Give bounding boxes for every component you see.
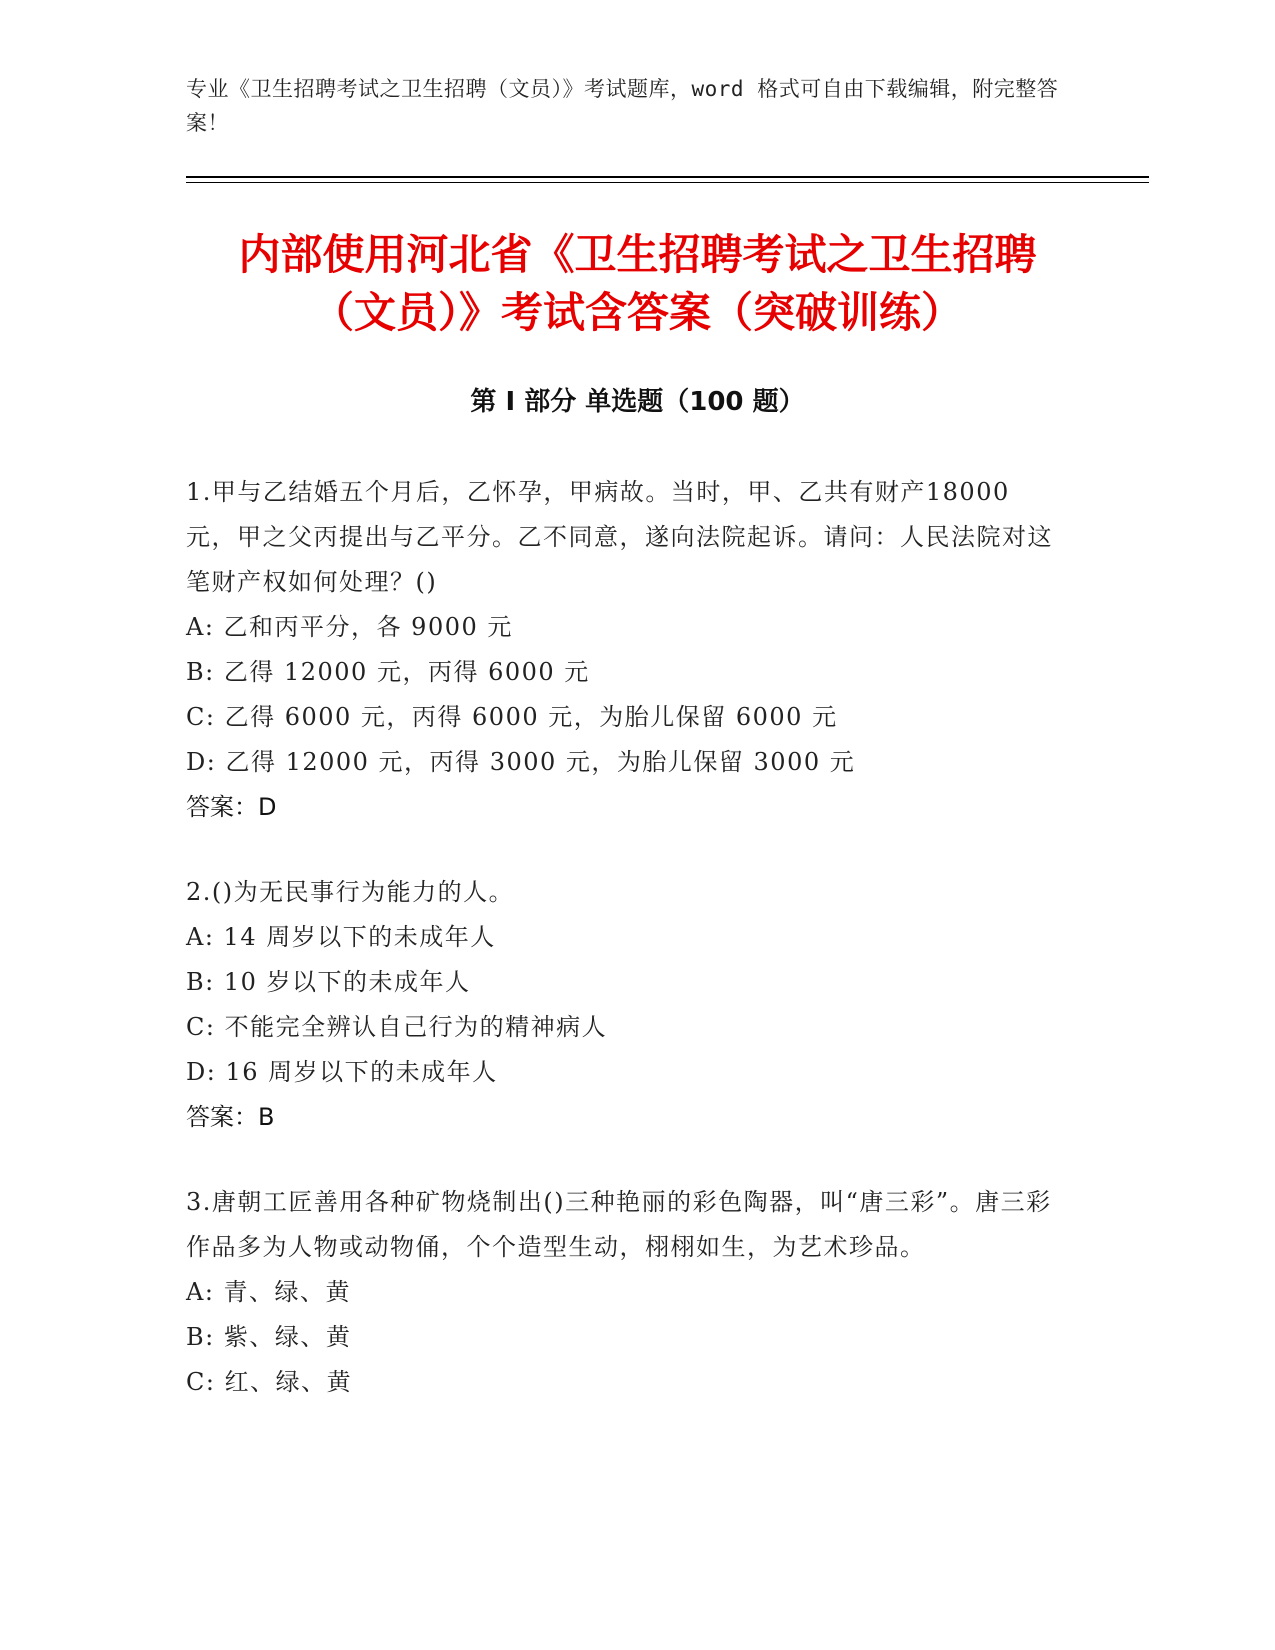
option-d: D: 乙得 12000 元，丙得 3000 元，为胎儿保留 3000 元 xyxy=(186,748,856,776)
option-d: D: 16 周岁以下的未成年人 xyxy=(186,1058,498,1086)
option-c: C: 乙得 6000 元，丙得 6000 元，为胎儿保留 6000 元 xyxy=(186,703,838,731)
question-stem: 3.唐朝工匠善用各种矿物烧制出()三种艳丽的彩色陶器，叫“唐三彩”。唐三彩作品多为人物或动物俑，个个造型生动，栩栩如生，为艺术珍品。 xyxy=(186,1188,1052,1261)
answer-label: 答案：B xyxy=(186,1103,275,1131)
document-title-line-1: 内部使用河北省《卫生招聘考试之卫生招聘 xyxy=(238,230,1037,279)
option-a: A: 乙和丙平分，各 9000 元 xyxy=(186,613,513,641)
question-list xyxy=(186,470,1066,1445)
option-b: B: 紫、绿、黄 xyxy=(186,1323,352,1351)
document-title xyxy=(150,226,1125,342)
question-1 xyxy=(186,470,1066,830)
option-b: B: 10 岁以下的未成年人 xyxy=(186,968,471,996)
question-2 xyxy=(186,870,1066,1140)
option-a: A: 青、绿、黄 xyxy=(186,1278,352,1306)
question-3 xyxy=(186,1180,1066,1405)
option-c: C: 红、绿、黄 xyxy=(186,1368,353,1396)
header-divider-thick xyxy=(186,176,1149,178)
document-title-line-2: （文员）》考试含答案（突破训练） xyxy=(311,288,963,337)
option-b: B: 乙得 12000 元，丙得 6000 元 xyxy=(186,658,590,686)
question-stem: 1.甲与乙结婚五个月后，乙怀孕，甲病故。当时，甲、乙共有财产18000 元，甲之父丙提出与乙平分。乙不同意，遂向法院起诉。请问：人民法院对这笔财产权如何处理？() xyxy=(186,478,1053,596)
header-note: 专业《卫生招聘考试之卫生招聘（文员）》考试题库，word 格式可自由下载编辑，附完整答案！ xyxy=(186,77,1059,135)
option-a: A: 14 周岁以下的未成年人 xyxy=(186,923,496,951)
header-divider-thin xyxy=(186,182,1149,183)
option-c: C: 不能完全辨认自己行为的精神病人 xyxy=(186,1013,608,1041)
question-stem: 2.()为无民事行为能力的人。 xyxy=(186,878,515,906)
section-title: 第 I 部分 单选题（100 题） xyxy=(470,387,805,417)
answer-label: 答案：D xyxy=(186,793,277,821)
